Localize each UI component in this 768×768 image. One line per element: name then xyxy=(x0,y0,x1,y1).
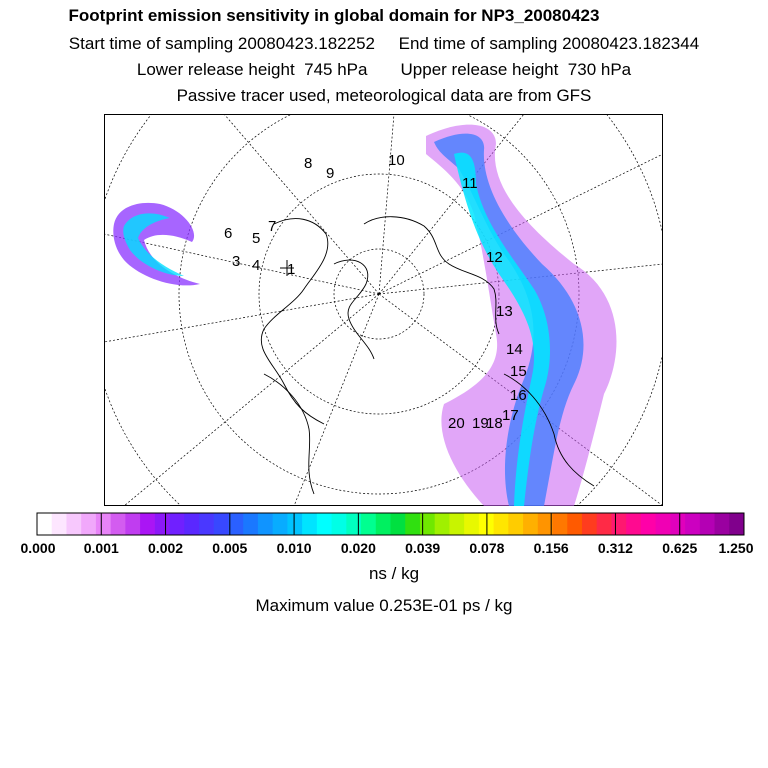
colorbar-cell xyxy=(508,513,523,535)
colorbar-cell xyxy=(553,513,568,535)
colorbar-tick-label: 0.010 xyxy=(276,540,312,555)
trajectory-label: 17 xyxy=(502,407,519,424)
colorbar-cell xyxy=(435,513,450,535)
colorbar-cell xyxy=(626,513,641,535)
plot-title: Footprint emission sensitivity in global domain for NP3_20080423 xyxy=(68,6,600,25)
colorbar-tick-label: 0.078 xyxy=(469,540,505,555)
trajectory-label: 8 xyxy=(304,155,313,172)
colorbar-cell xyxy=(228,513,243,535)
trajectory-label: 3 xyxy=(232,253,241,270)
trajectory-label: 7 xyxy=(268,218,277,235)
colorbar-cell xyxy=(317,513,332,535)
colorbar-cell xyxy=(287,513,302,535)
colorbar-cell xyxy=(184,513,199,535)
colorbar-tick-label: 0.000 xyxy=(20,540,56,555)
colorbar-cell xyxy=(155,513,170,535)
colorbar-cell xyxy=(170,513,185,535)
trajectory-label: 18 xyxy=(486,415,503,432)
release-height-line: Lower release height 745 hPa Upper release height 730 hPa xyxy=(136,60,632,79)
colorbar-cell xyxy=(52,513,67,535)
colorbar-cell xyxy=(258,513,273,535)
colorbar-cell xyxy=(243,513,258,535)
colorbar-cell xyxy=(199,513,214,535)
trajectory-label: 10 xyxy=(388,152,405,169)
colorbar-cell xyxy=(567,513,582,535)
colorbar-cell xyxy=(125,513,140,535)
colorbar-cell xyxy=(96,513,111,535)
colorbar-cell xyxy=(81,513,96,535)
colorbar-cell xyxy=(361,513,376,535)
colorbar-cell xyxy=(641,513,656,535)
colorbar-cell xyxy=(597,513,612,535)
colorbar-tick-label: 0.020 xyxy=(340,540,376,555)
colorbar-cell xyxy=(449,513,464,535)
colorbar-cell xyxy=(729,513,744,535)
trajectory-label: 12 xyxy=(486,249,503,266)
tracer-info-line: Passive tracer used, meteorological data are from GFS xyxy=(176,86,592,105)
colorbar-cell xyxy=(332,513,347,535)
colorbar-cell xyxy=(214,513,229,535)
colorbar-tick-label: 0.156 xyxy=(533,540,569,555)
colorbar-cell xyxy=(715,513,730,535)
colorbar-cell xyxy=(391,513,406,535)
colorbar-tick-label: 0.005 xyxy=(212,540,248,555)
colorbar-cell xyxy=(582,513,597,535)
colorbar-cell xyxy=(405,513,420,535)
colorbar-tick-label: 0.002 xyxy=(148,540,184,555)
colorbar-cell xyxy=(273,513,288,535)
colorbar-cell xyxy=(376,513,391,535)
colorbar-tick-label: 0.312 xyxy=(597,540,633,555)
trajectory-label: 14 xyxy=(506,341,523,358)
colorbar-cell xyxy=(302,513,317,535)
colorbar-cell xyxy=(140,513,155,535)
trajectory-label: 20 xyxy=(448,415,465,432)
maximum-value-label: Maximum value 0.253E-01 ps / kg xyxy=(255,596,513,615)
colorbar-tick-label: 0.625 xyxy=(662,540,698,555)
colorbar-cell xyxy=(523,513,538,535)
colorbar-cell xyxy=(611,513,626,535)
colorbar-cell xyxy=(37,513,52,535)
trajectory-label: 13 xyxy=(496,303,513,320)
trajectory-label: 9 xyxy=(326,165,335,182)
sampling-time-line: Start time of sampling 20080423.182252 End time of sampling 20080423.182344 xyxy=(68,34,700,53)
trajectory-label: 1 xyxy=(287,261,296,278)
colorbar-tick-label: 1.250 xyxy=(718,540,754,555)
colorbar xyxy=(0,505,768,555)
colorbar-cell xyxy=(685,513,700,535)
trajectory-label: 6 xyxy=(224,225,233,242)
colorbar-cell xyxy=(66,513,81,535)
colorbar-cell xyxy=(111,513,126,535)
colorbar-cell xyxy=(700,513,715,535)
trajectory-label: 11 xyxy=(462,175,478,192)
colorbar-tick-label: 0.039 xyxy=(405,540,441,555)
colorbar-cell xyxy=(656,513,671,535)
colorbar-unit-label: ns / kg xyxy=(368,564,420,583)
trajectory-label: 5 xyxy=(252,230,261,247)
trajectory-label: 16 xyxy=(510,387,527,404)
trajectory-label: 15 xyxy=(510,363,527,380)
colorbar-tick-label: 0.001 xyxy=(83,540,119,555)
colorbar-cell xyxy=(670,513,685,535)
trajectory-label: 19 xyxy=(472,415,489,432)
colorbar-cell xyxy=(494,513,509,535)
colorbar-cell xyxy=(464,513,479,535)
polar-map xyxy=(104,114,663,506)
trajectory-label: 4 xyxy=(252,257,261,274)
colorbar-cell xyxy=(346,513,361,535)
